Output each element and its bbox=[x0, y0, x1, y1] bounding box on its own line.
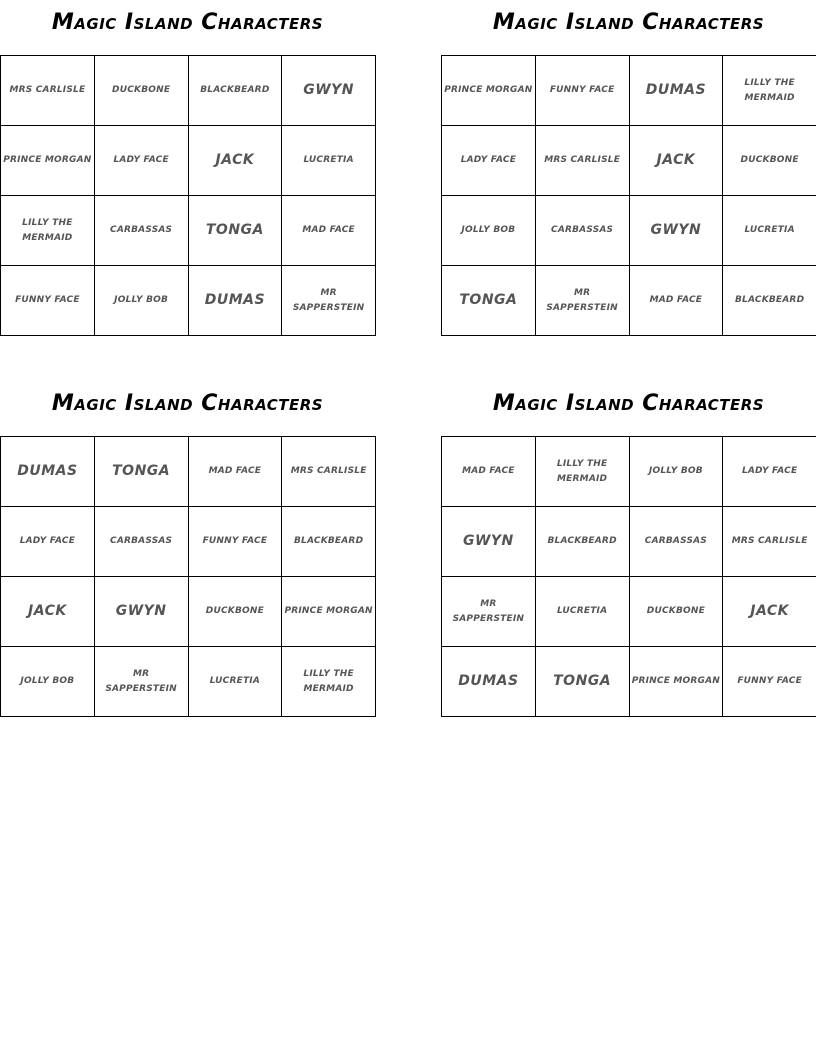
grid-cell: MR SAPPERSTEIN bbox=[282, 266, 376, 336]
card-grid bbox=[441, 55, 816, 336]
grid-cell: LADY FACE bbox=[1, 507, 95, 577]
grid-cell: JOLLY BOB bbox=[1, 647, 95, 717]
grid-cell: LILLY THE MERMAID bbox=[282, 647, 376, 717]
card-grid bbox=[441, 436, 816, 717]
grid-cell: JOLLY BOB bbox=[629, 437, 723, 507]
grid-cell: DUMAS bbox=[629, 56, 723, 126]
card-grid bbox=[0, 436, 376, 717]
grid-cell: DUCKBONE bbox=[629, 577, 723, 647]
grid-cell: FUNNY FACE bbox=[1, 266, 95, 336]
grid-cell: DUMAS bbox=[188, 266, 282, 336]
grid-cell: LILLY THE MERMAID bbox=[535, 437, 629, 507]
grid-cell: BLACKBEARD bbox=[188, 56, 282, 126]
grid-row bbox=[1, 647, 376, 717]
grid-cell: CARBASSAS bbox=[94, 196, 188, 266]
grid-cell: JACK bbox=[188, 126, 282, 196]
grid-cell: JOLLY BOB bbox=[94, 266, 188, 336]
grid-cell: BLACKBEARD bbox=[282, 507, 376, 577]
grid-cell: LILLY THE MERMAID bbox=[723, 56, 816, 126]
grid-cell: LUCRETIA bbox=[188, 647, 282, 717]
grid-cell: GWYN bbox=[282, 56, 376, 126]
grid-row bbox=[442, 56, 816, 126]
grid-row bbox=[1, 437, 376, 507]
grid-cell: BLACKBEARD bbox=[723, 266, 816, 336]
grid-cell: DUMAS bbox=[1, 437, 95, 507]
grid-row bbox=[442, 266, 816, 336]
grid-cell: JOLLY BOB bbox=[442, 196, 536, 266]
grid-row bbox=[1, 126, 376, 196]
grid-cell: DUMAS bbox=[442, 647, 536, 717]
grid-row bbox=[442, 507, 816, 577]
grid-cell: LADY FACE bbox=[723, 437, 816, 507]
grid-cell: MAD FACE bbox=[442, 437, 536, 507]
grid-cell: CARBASSAS bbox=[629, 507, 723, 577]
grid-cell: MRS CARLISLE bbox=[723, 507, 816, 577]
grid-cell: MRS CARLISLE bbox=[1, 56, 95, 126]
grid-cell: TONGA bbox=[535, 647, 629, 717]
grid-row bbox=[1, 196, 376, 266]
grid-cell: LILLY THE MERMAID bbox=[1, 196, 95, 266]
grid-cell: GWYN bbox=[442, 507, 536, 577]
grid-cell: BLACKBEARD bbox=[535, 507, 629, 577]
grid-cell: TONGA bbox=[94, 437, 188, 507]
grid-cell: FUNNY FACE bbox=[535, 56, 629, 126]
grid-cell: LUCRETIA bbox=[535, 577, 629, 647]
grid-row bbox=[1, 577, 376, 647]
grid-cell: TONGA bbox=[442, 266, 536, 336]
card-title: Magic Island Characters bbox=[51, 391, 324, 416]
grid-cell: JACK bbox=[1, 577, 95, 647]
card-title: Magic Island Characters bbox=[492, 10, 765, 35]
grid-cell: PRINCE MORGAN bbox=[282, 577, 376, 647]
grid-cell: MAD FACE bbox=[188, 437, 282, 507]
grid-row bbox=[442, 196, 816, 266]
card-title: Magic Island Characters bbox=[492, 391, 765, 416]
grid-cell: MR SAPPERSTEIN bbox=[94, 647, 188, 717]
grid-cell: MRS CARLISLE bbox=[282, 437, 376, 507]
grid-cell: CARBASSAS bbox=[535, 196, 629, 266]
card-title: Magic Island Characters bbox=[51, 10, 324, 35]
grid-row bbox=[442, 577, 816, 647]
grid-cell: TONGA bbox=[188, 196, 282, 266]
grid-cell: GWYN bbox=[629, 196, 723, 266]
grid-cell: MAD FACE bbox=[282, 196, 376, 266]
grid-row bbox=[1, 266, 376, 336]
grid-cell: CARBASSAS bbox=[94, 507, 188, 577]
grid-row bbox=[1, 56, 376, 126]
grid-cell: MAD FACE bbox=[629, 266, 723, 336]
grid-cell: MR SAPPERSTEIN bbox=[442, 577, 536, 647]
grid-cell: LUCRETIA bbox=[723, 196, 816, 266]
grid-cell: PRINCE MORGAN bbox=[442, 56, 536, 126]
grid-row bbox=[442, 437, 816, 507]
grid-cell: FUNNY FACE bbox=[188, 507, 282, 577]
grid-row bbox=[442, 126, 816, 196]
grid-cell: LUCRETIA bbox=[282, 126, 376, 196]
grid-cell: DUCKBONE bbox=[188, 577, 282, 647]
grid-cell: DUCKBONE bbox=[94, 56, 188, 126]
grid-row bbox=[442, 647, 816, 717]
grid-cell: PRINCE MORGAN bbox=[629, 647, 723, 717]
grid-cell: MR SAPPERSTEIN bbox=[535, 266, 629, 336]
grid-row bbox=[1, 507, 376, 577]
grid-cell: JACK bbox=[723, 577, 816, 647]
grid-cell: MRS CARLISLE bbox=[535, 126, 629, 196]
card-grid bbox=[0, 55, 376, 336]
grid-cell: GWYN bbox=[94, 577, 188, 647]
grid-cell: LADY FACE bbox=[94, 126, 188, 196]
grid-cell: LADY FACE bbox=[442, 126, 536, 196]
grid-cell: PRINCE MORGAN bbox=[1, 126, 95, 196]
grid-cell: JACK bbox=[629, 126, 723, 196]
grid-cell: DUCKBONE bbox=[723, 126, 816, 196]
grid-cell: FUNNY FACE bbox=[723, 647, 816, 717]
